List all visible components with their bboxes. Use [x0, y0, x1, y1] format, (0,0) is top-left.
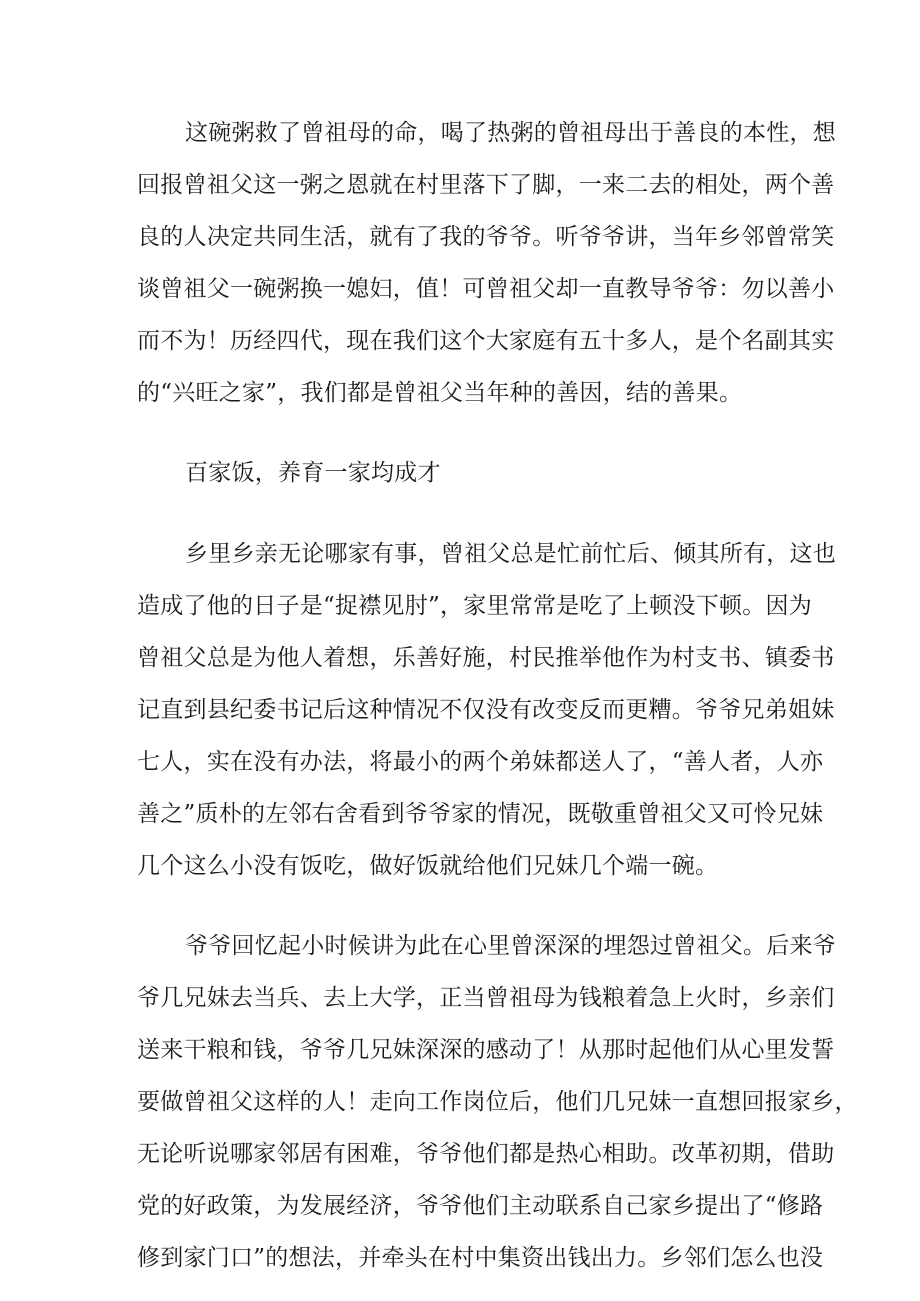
paragraph-line: 党的好政策，为发展经济，爷爷他们主动联系自己家乡提出了“修路	[137, 1193, 824, 1219]
paragraph-line: 要做曾祖父这样的人！走向工作岗位后，他们几兄妹一直想回报家乡，	[137, 1089, 858, 1115]
paragraph-line: 无论听说哪家邻居有困难，爷爷他们都是热心相助。改革初期，借助	[137, 1141, 835, 1167]
paragraph-line: 七人，实在没有办法，将最小的两个弟妹都送人了，“善人者，人亦	[137, 749, 824, 775]
paragraph-line: 修到家门口”的想法，并牵头在村中集资出钱出力。乡邻们怎么也没	[137, 1245, 824, 1271]
paragraph-line: 谈曾祖父一碗粥换一媳妇，值！可曾祖父却一直教导爷爷：勿以善小	[137, 276, 835, 302]
paragraph-line: 送来干粮和钱，爷爷几兄妹深深的感动了！从那时起他们从心里发誓	[137, 1037, 835, 1063]
paragraph-line: 几个这么小没有饭吃，做好饭就给他们兄妹几个端一碗。	[137, 853, 719, 879]
paragraph-line: 造成了他的日子是“捉襟见肘”，家里常常是吃了上顿没下顿。因为	[137, 593, 813, 619]
paragraph-line: 爷爷回忆起小时候讲为此在心里曾深深的埋怨过曾祖父。后来爷	[185, 933, 836, 959]
paragraph-line: 这碗粥救了曾祖母的命，喝了热粥的曾祖母出于善良的本性，想	[185, 120, 836, 146]
paragraph-line: 良的人决定共同生活，就有了我的爷爷。听爷爷讲，当年乡邻曾常笑	[137, 224, 835, 250]
paragraph-line: 的“兴旺之家”，我们都是曾祖父当年种的善因，结的善果。	[137, 380, 743, 406]
paragraph-line: 而不为！历经四代，现在我们这个大家庭有五十多人，是个名副其实	[137, 328, 835, 354]
section-heading-text: 百家饭，养育一家均成才	[185, 460, 441, 486]
paragraph-line: 善之”质朴的左邻右舍看到爷爷家的情况，既敬重曾祖父又可怜兄妹	[137, 801, 824, 827]
paragraph-line: 曾祖父总是为他人着想，乐善好施，村民推举他作为村支书、镇委书	[137, 645, 835, 671]
paragraph-line: 乡里乡亲无论哪家有事，曾祖父总是忙前忙后、倾其所有，这也	[185, 541, 836, 567]
paragraph-line: 爷几兄妹去当兵、去上大学，正当曾祖母为钱粮着急上火时，乡亲们	[137, 985, 835, 1011]
paragraph-line: 记直到县纪委书记后这种情况不仅没有改变反而更糟。爷爷兄弟姐妹	[137, 697, 835, 723]
paragraph-line: 回报曾祖父这一粥之恩就在村里落下了脚，一来二去的相处，两个善	[137, 172, 835, 198]
